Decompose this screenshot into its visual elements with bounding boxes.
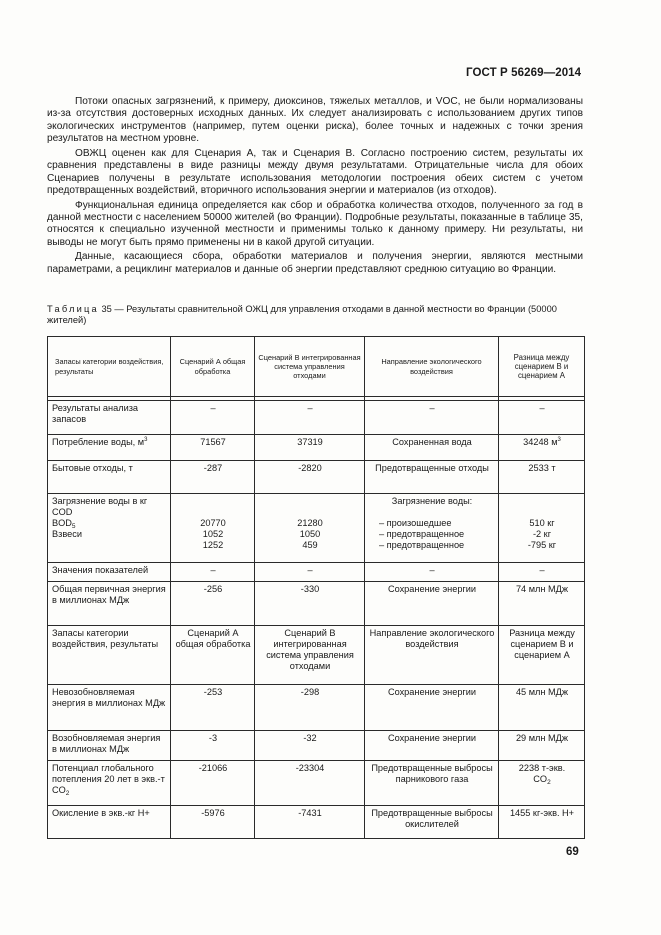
cell-line: -2 кг bbox=[532, 529, 552, 539]
table-cell: -5976 bbox=[171, 806, 255, 839]
cell-line: – предотвращенное bbox=[379, 540, 465, 550]
table-cell: 71567 bbox=[171, 435, 255, 461]
table-cell: -2820 bbox=[255, 461, 365, 494]
body-text bbox=[47, 96, 583, 278]
header-scenario-a: Сценарий А общая обработка bbox=[171, 337, 255, 397]
table-cell: -253 bbox=[171, 685, 255, 731]
table-cell: 37319 bbox=[255, 435, 365, 461]
cell-line bbox=[503, 774, 581, 785]
table-cell: – bbox=[365, 563, 499, 582]
table-cell: – bbox=[255, 563, 365, 582]
table-cell: -21066 bbox=[171, 761, 255, 806]
header-impact-direction: Направление экологического воздействия bbox=[365, 337, 499, 397]
table-cell: Разница между сценарием В и сценарием А bbox=[499, 626, 585, 685]
table-cell: – bbox=[171, 401, 255, 435]
cell-line: -795 кг bbox=[527, 540, 557, 550]
cell-line: COD bbox=[52, 507, 73, 517]
table-row bbox=[48, 563, 585, 582]
standard-header: ГОСТ Р 56269—2014 bbox=[466, 67, 582, 79]
table-cell: Сохраненная вода bbox=[365, 435, 499, 461]
table-cell: 1455 кг-экв. H+ bbox=[499, 806, 585, 839]
cell-line: 2238 т-экв. bbox=[518, 763, 566, 773]
paragraph: Данные, касающиеся сбора, обработки материалов и получения энергии, являются местными параметрами, а рециклинг материалов и данные об энергии представляют среднюю ситуацию во Франции. bbox=[47, 251, 583, 275]
table-cell: -23304 bbox=[255, 761, 365, 806]
table-row bbox=[48, 494, 585, 563]
cell-line: 21280 bbox=[297, 518, 323, 528]
cell-line: 20770 bbox=[200, 518, 226, 528]
table-row bbox=[48, 731, 585, 761]
table-cell bbox=[171, 494, 255, 563]
cell-line: Загрязнение воды в кг bbox=[52, 496, 148, 506]
table-cell: Сохранение энергии bbox=[365, 685, 499, 731]
paragraph: Потоки опасных загрязнений, к примеру, диоксинов, тяжелых металлов, и VOC, не были нормализованы из-за отсутствия достоверных исходных данных. Их следует анализировать с использованием других типов экологических инструментов (например, путем оценки риска), более точных и надежных с точки зрения результатов на местном уровне. bbox=[47, 96, 583, 145]
table-cell: 2533 т bbox=[499, 461, 585, 494]
table-cell: Бытовые отходы, т bbox=[48, 461, 171, 494]
cell-line: 1050 bbox=[299, 529, 321, 539]
table-row bbox=[48, 685, 585, 731]
table-cell bbox=[499, 435, 585, 461]
table-cell: Предотвращенные выбросы окислителей bbox=[365, 806, 499, 839]
table-cell bbox=[48, 494, 171, 563]
table-cell: Сохранение энергии bbox=[365, 731, 499, 761]
table-cell: -7431 bbox=[255, 806, 365, 839]
table-cell: Общая первичная энергия в миллионах МДж bbox=[48, 582, 171, 626]
table-cell: 45 млн МДж bbox=[499, 685, 585, 731]
cell-text: BOD bbox=[52, 518, 72, 528]
paragraph: Функциональная единица определяется как сбор и обработка количества отходов, полученного за год в данной местности с населением 50000 жителей (во Франции). Подробные результаты, показанные в таблице 35, относятся к специально изученной местности и применимы только к данному примеру. Ни результаты, ни выводы не могут быть прямо применены ни в какой другой ситуации. bbox=[47, 199, 583, 248]
header-difference: Разница между сценарием В и сценарием А bbox=[499, 337, 585, 397]
table-cell: -330 bbox=[255, 582, 365, 626]
table-cell: – bbox=[365, 401, 499, 435]
paragraph: ОВЖЦ оценен как для Сценария А, так и Сценария В. Согласно построению систем, результаты их сравнения представлены в виде разницы между двумя результатами. Отрицательные числа для обоих Сценариев получены в результате использования методологии построения обеих систем с учетом предотвращенных воздействий, вторичного использования энергии и материалов (из отходов). bbox=[47, 147, 583, 197]
table-cell: Предотвращенные отходы bbox=[365, 461, 499, 494]
cell-subscript: 2 bbox=[547, 779, 551, 786]
table-cell bbox=[499, 494, 585, 563]
table-caption bbox=[47, 304, 583, 326]
cell-line: Загрязнение воды: bbox=[391, 496, 473, 506]
cell-line: 510 кг bbox=[529, 518, 555, 528]
table-cell: -287 bbox=[171, 461, 255, 494]
table-header-row bbox=[48, 337, 585, 397]
cell-line: 1052 bbox=[202, 529, 224, 539]
table-cell: 74 млн МДж bbox=[499, 582, 585, 626]
table-row bbox=[48, 435, 585, 461]
table-row bbox=[48, 461, 585, 494]
table-cell: -298 bbox=[255, 685, 365, 731]
cell-subscript: 2 bbox=[65, 790, 70, 797]
table-cell: -3 bbox=[171, 731, 255, 761]
cell-line bbox=[52, 518, 167, 529]
table-cell bbox=[48, 761, 171, 806]
table-cell: Предотвращенные выбросы парникового газа bbox=[365, 761, 499, 806]
cell-line: – предотвращенное bbox=[379, 529, 465, 539]
cell-superscript: 3 bbox=[557, 437, 561, 443]
table-cell: -256 bbox=[171, 582, 255, 626]
table-cell bbox=[499, 761, 585, 806]
table-cell: Значения показателей bbox=[48, 563, 171, 582]
table-cell bbox=[365, 494, 499, 563]
cell-line: Взвеси bbox=[52, 529, 82, 539]
cell-text: Потенциал глобального потепления 20 лет в экв.-т CO bbox=[52, 763, 165, 795]
table-cell: – bbox=[499, 563, 585, 582]
table-cell: Сценарий А общая обработка bbox=[171, 626, 255, 685]
table-caption-text: 35 — Результаты сравнительной ОЖЦ для управления отходами в данной местности во Франции (50000 жителей) bbox=[47, 304, 557, 326]
table-cell: Направление экологического воздействия bbox=[365, 626, 499, 685]
header-impact-category: Запасы категории воздействия, результаты bbox=[48, 337, 171, 397]
cell-text: Потребление воды, м bbox=[52, 437, 145, 447]
table-row bbox=[48, 806, 585, 839]
cell-line: 459 bbox=[302, 540, 318, 550]
page-number: 69 bbox=[566, 846, 579, 858]
table-row bbox=[48, 582, 585, 626]
header-scenario-b: Сценарий В интегрированная система управления отходами bbox=[255, 337, 365, 397]
table-cell bbox=[48, 435, 171, 461]
table-cell: Сценарий В интегрированная система управления отходами bbox=[255, 626, 365, 685]
cell-text: CO bbox=[533, 774, 548, 784]
table-cell: Невозобновляемая энергия в миллионах МДж bbox=[48, 685, 171, 731]
table-caption-label: Таблица bbox=[47, 304, 99, 314]
table-cell: 29 млн МДж bbox=[499, 731, 585, 761]
cell-subscript: 5 bbox=[71, 523, 76, 530]
cell-line: 1252 bbox=[202, 540, 224, 550]
results-table bbox=[47, 336, 585, 839]
table-cell: – bbox=[171, 563, 255, 582]
cell-line: – произошедшее bbox=[379, 518, 452, 528]
cell-text: 34248 м bbox=[523, 437, 558, 447]
table-row bbox=[48, 401, 585, 435]
table-cell: – bbox=[499, 401, 585, 435]
table-cell: Окисление в экв.-кг H+ bbox=[48, 806, 171, 839]
table-cell: Возобновляемая энергия в миллионах МДж bbox=[48, 731, 171, 761]
table-cell: Результаты анализа запасов bbox=[48, 401, 171, 435]
table-subheader-row bbox=[48, 626, 585, 685]
table-row bbox=[48, 761, 585, 806]
table-cell: Сохранение энергии bbox=[365, 582, 499, 626]
table-cell bbox=[255, 494, 365, 563]
table-cell: – bbox=[255, 401, 365, 435]
cell-superscript: 3 bbox=[144, 437, 148, 443]
table-cell: Запасы категории воздействия, результаты bbox=[48, 626, 171, 685]
table-cell: -32 bbox=[255, 731, 365, 761]
